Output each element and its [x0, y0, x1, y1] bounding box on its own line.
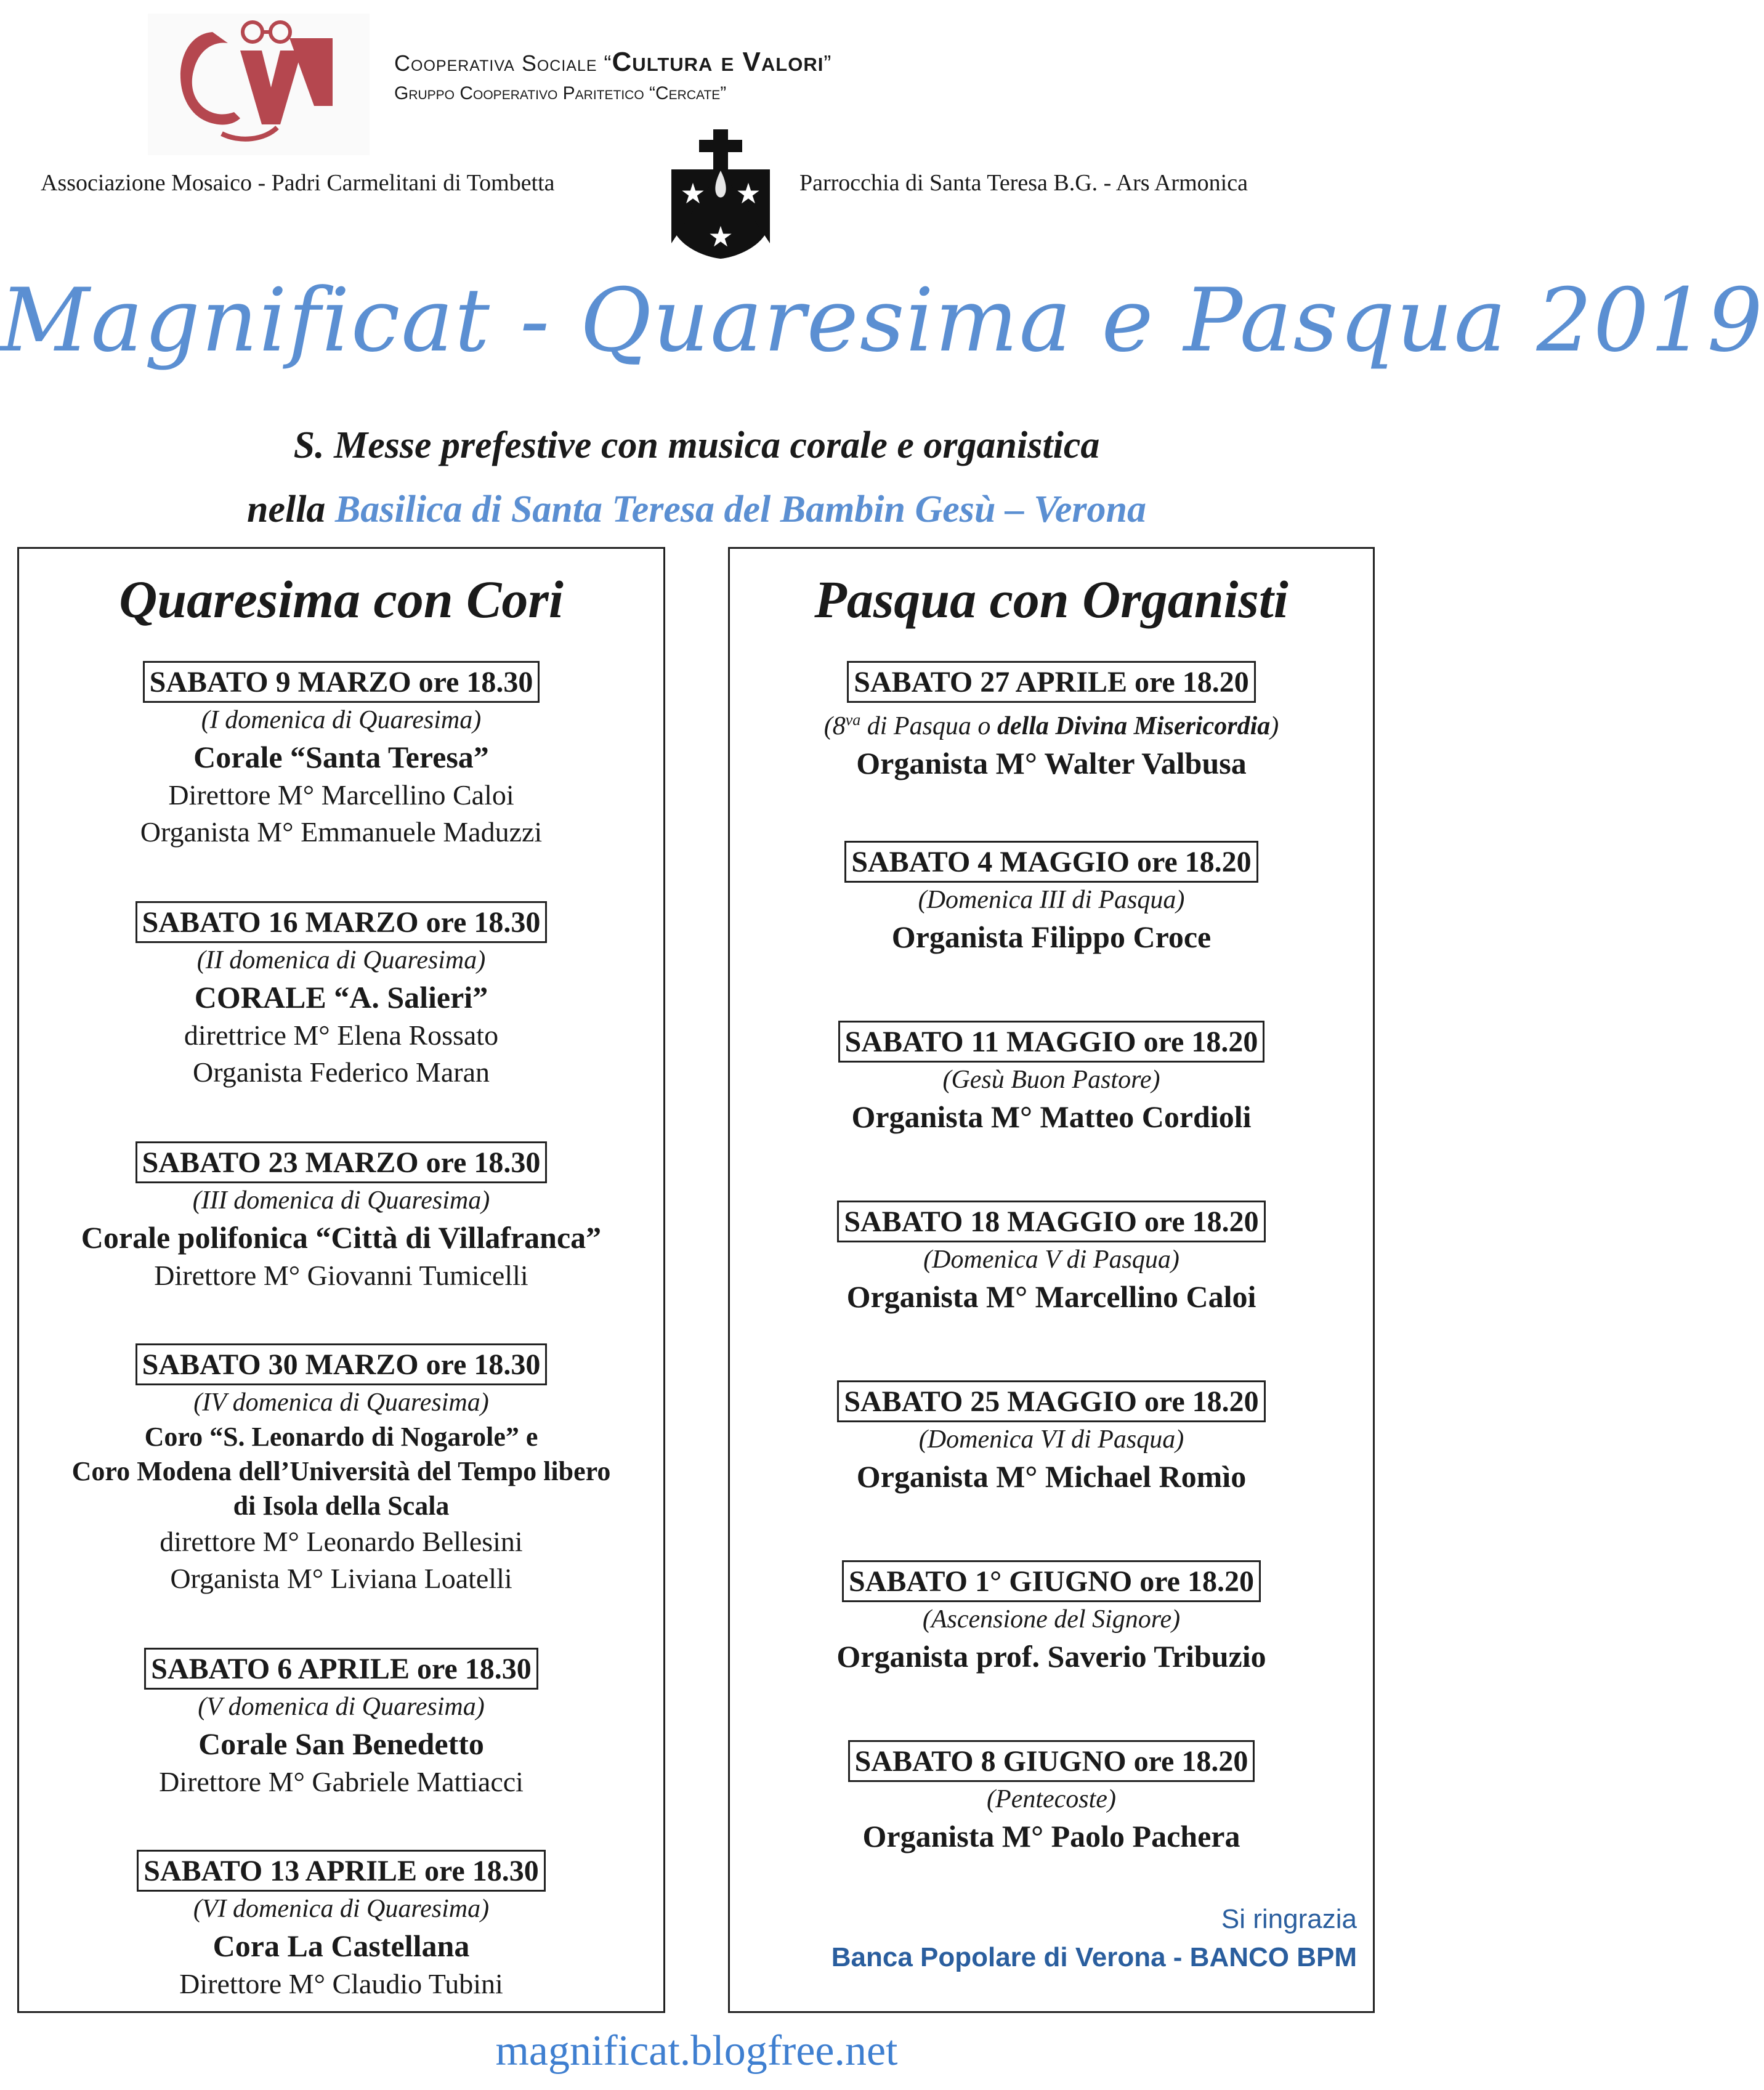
event-detail: Direttore M° Giovanni Tumicelli	[154, 1260, 528, 1291]
event-item	[730, 661, 1373, 783]
event-item	[19, 661, 663, 851]
event-date: SABATO 6 APRILE ore 18.30	[144, 1648, 538, 1690]
event-item	[730, 1560, 1373, 1676]
event-date: SABATO 25 MAGGIO ore 18.20	[837, 1380, 1265, 1422]
event-detail: Direttore M° Gabriele Mattiacci	[159, 1766, 524, 1797]
event-detail: Direttore M° Claudio Tubini	[179, 1968, 503, 1999]
event-occasion: (IV domenica di Quaresima)	[193, 1388, 489, 1417]
event-date: SABATO 30 MARZO ore 18.30	[136, 1343, 548, 1385]
event-detail: direttrice M° Elena Rossato	[184, 1019, 499, 1051]
event-detail: Organista M° Emmanuele Maduzzi	[140, 816, 543, 848]
cultura-e-valori-logo	[148, 14, 370, 155]
event-date: SABATO 18 MAGGIO ore 18.20	[837, 1201, 1265, 1242]
event-performer: Coro “S. Leonardo di Nogarole” e	[144, 1422, 538, 1452]
event-performer: Corale polifonica “Città di Villafranca”	[81, 1220, 602, 1255]
svg-text:★: ★	[708, 220, 734, 253]
svg-text:★: ★	[680, 177, 706, 210]
event-occasion: (VI domenica di Quaresima)	[193, 1895, 490, 1923]
event-date: SABATO 11 MAGGIO ore 18.20	[838, 1021, 1265, 1063]
event-item	[19, 1850, 663, 2003]
event-performer: Organista M° Walter Valbusa	[856, 746, 1247, 780]
website-link[interactable]: magnificat.blogfree.net	[495, 2027, 898, 2075]
event-item	[19, 1343, 663, 1597]
thanks-text: Si ringrazia	[1221, 1904, 1357, 1934]
event-occasion: (III domenica di Quaresima)	[192, 1186, 490, 1215]
sponsor-name: Banca Popolare di Verona - BANCO BPM	[831, 1942, 1357, 1972]
event-performer: Corale San Benedetto	[198, 1727, 484, 1761]
event-item	[730, 1740, 1373, 1856]
event-item	[19, 901, 663, 1091]
event-detail: Organista Federico Maran	[193, 1056, 490, 1088]
column-title: Quaresima con Cori	[119, 570, 564, 629]
event-performer: Organista M° Michael Romìo	[856, 1459, 1247, 1494]
event-item	[730, 1201, 1373, 1316]
event-item	[730, 1380, 1373, 1496]
event-date: SABATO 4 MAGGIO ore 18.20	[844, 841, 1258, 883]
association-right: Parrocchia di Santa Teresa B.G. - Ars Armonica	[799, 170, 1248, 196]
event-date: SABATO 9 MARZO ore 18.30	[143, 661, 540, 703]
event-performer: CORALE “A. Salieri”	[194, 980, 488, 1015]
event-occasion: (Pentecoste)	[987, 1785, 1116, 1813]
subtitle-location: nella Basilica di Santa Teresa del Bambin Gesù – Verona	[246, 488, 1147, 530]
event-occasion: (Domenica VI di Pasqua)	[918, 1425, 1184, 1454]
event-performer: Cora La Castellana	[212, 1929, 470, 1963]
event-occasion: ($8^{va}$ di Pasqua o della Divina Misericordia)	[823, 711, 1279, 740]
event-performer: Organista prof. Saverio Tribuzio	[836, 1639, 1266, 1674]
event-performer: Organista Filippo Croce	[891, 920, 1212, 954]
event-detail: Direttore M° Marcellino Caloi	[168, 779, 514, 811]
lent-choirs-column	[17, 547, 665, 2013]
event-performer: di Isola della Scala	[233, 1491, 450, 1521]
event-date: SABATO 8 GIUGNO ore 18.20	[848, 1740, 1255, 1782]
event-performer: Organista M° Marcellino Caloi	[846, 1279, 1256, 1314]
easter-organists-column	[728, 547, 1375, 2013]
event-item	[730, 1021, 1373, 1136]
event-item	[19, 1648, 663, 1800]
subtitle: S. Messe prefestive con musica corale e organistica	[293, 424, 1100, 466]
event-occasion: (I domenica di Quaresima)	[201, 706, 482, 734]
event-occasion: (Domenica III di Pasqua)	[918, 886, 1185, 914]
event-occasion: (Ascensione del Signore)	[922, 1605, 1181, 1634]
event-date: SABATO 23 MARZO ore 18.30	[136, 1141, 548, 1183]
carmelite-shield-icon	[665, 126, 776, 262]
event-performer: Organista M° Paolo Pachera	[862, 1819, 1240, 1853]
page-title: Magnificat - Quaresima e Pasqua 2019	[0, 270, 1764, 371]
event-performer: Coro Modena dell’Università del Tempo libero	[71, 1456, 611, 1486]
svg-text:★: ★	[735, 177, 761, 210]
event-date: SABATO 27 APRILE ore 18.20	[847, 661, 1255, 703]
event-detail: direttore M° Leonardo Bellesini	[160, 1526, 523, 1557]
basilica-name: Basilica di Santa Teresa del Bambin Gesù – Verona	[334, 488, 1147, 530]
event-date: SABATO 16 MARZO ore 18.30	[136, 901, 548, 943]
event-item	[730, 841, 1373, 957]
event-date: SABATO 13 APRILE ore 18.30	[137, 1850, 545, 1892]
cooperative-name: Cooperativa Sociale “Cultura e Valori”	[394, 47, 832, 77]
event-occasion: (V domenica di Quaresima)	[198, 1693, 485, 1721]
event-performer: Organista M° Matteo Cordioli	[851, 1100, 1252, 1134]
cooperative-group: Gruppo Cooperativo Paritetico “Cercate”	[394, 83, 727, 103]
column-title: Pasqua con Organisti	[814, 570, 1289, 629]
event-date: SABATO 1° GIUGNO ore 18.20	[842, 1560, 1261, 1602]
event-occasion: (Domenica V di Pasqua)	[923, 1245, 1179, 1274]
event-occasion: (II domenica di Quaresima)	[196, 946, 486, 974]
event-item	[19, 1141, 663, 1294]
event-occasion: (Gesù Buon Pastore)	[942, 1066, 1160, 1094]
event-performer: Corale “Santa Teresa”	[193, 740, 489, 774]
association-left: Associazione Mosaico - Padri Carmelitani di Tombetta	[41, 170, 555, 196]
event-detail: Organista M° Liviana Loatelli	[170, 1563, 512, 1594]
